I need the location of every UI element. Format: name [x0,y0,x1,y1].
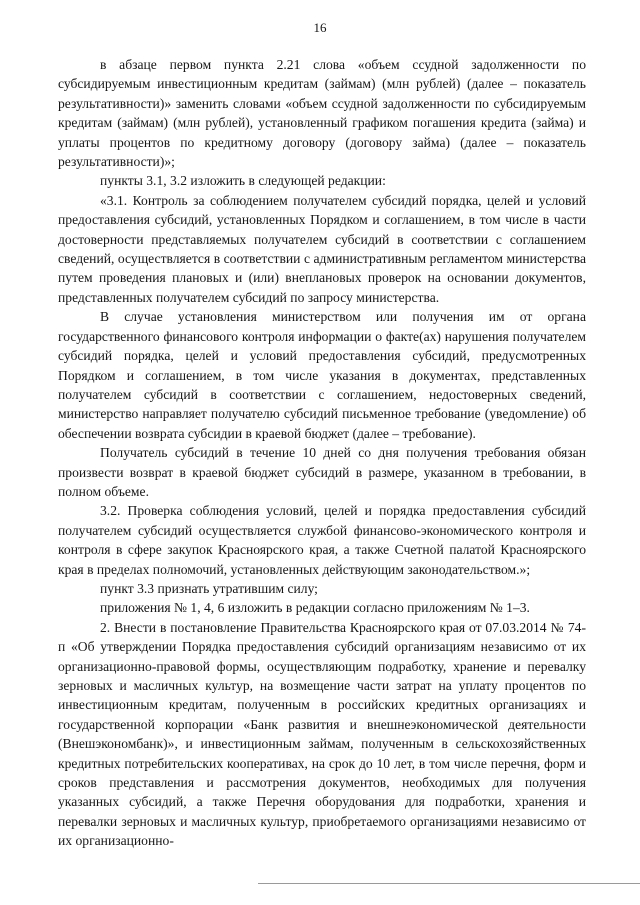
paragraph-item-2: 2. Внести в постановление Правительства Красноярского края от 07.03.2014 № 74-п «Об утверждении Порядка предоставления субсидий организациям независимо от их организационно-правовой формы, осуществляющим подработку, хранение и перевалку зерновых и масличных культур, на возмещение части затрат на уплату процентов по инвестиционным кредитам, полученным в российских кредитных организациях и государственной корпорации «Банк развития и внешнеэкономической деятельности (Внешэкономбанк)», и инвестиционным займам, полученным в сельскохозяйственных кредитных потребительских кооперативах, на срок до 10 лет, в том числе перечня, форм и сроков представления и рассмотрения документов, необходимых для получения указанных субсидий, а также Перечня оборудования для подработки, хранения и перевалки зерновых и масличных культур, приобретаемого организациями независимо от их организационно- [58,619,586,849]
paragraph-clause-3-1: «3.1. Контроль за соблюдением получателем субсидий порядка, целей и условий предоставления субсидий, установленных Порядком и соглашением, в том числе в части достоверности представляемых получателем субсидий в соответствии с соглашением сведений, осуществляется в соответствии с административным регламентом министерства путем проведения плановых и (или) внеплановых проверок на основании документов, представленных получателем субсидий по запросу министерства. [58,192,586,305]
paragraph-points-intro: пункты 3.1, 3.2 изложить в следующей редакции: [100,173,386,189]
paragraph-clause-3-3: пункт 3.3 признать утратившим силу; [100,580,318,596]
paragraph-clause-3-2: 3.2. Проверка соблюдения условий, целей и порядка предоставления субсидий получателем субсидий осуществляется службой финансово-экономического контроля и контроля в сфере закупок Красноярского края, а также Счетной палатой Красноярского края в пределах полномочий, установленных действующим законодательством.»; [58,503,586,577]
document-body [58,55,586,851]
paragraph-refund-term: Получатель субсидий в течение 10 дней со дня получения требования обязан произвести возврат в краевой бюджет субсидий в размере, указанном в требовании, в полном объеме. [58,445,586,499]
paragraph-clause-2-21: в абзаце первом пункта 2.21 слова «объем ссудной задолженности по субсидируемым инвестиционным кредитам (займам) (млн рублей) (далее – показатель результативности)» заменить словами «объем ссудной задолженности по субсидируемым кредитам (займам) (млн рублей), установленный графиком погашения кредита (займа) и уплаты процентов по кредитному договору (договору займа) (далее – показатель результативности)»; [58,57,586,170]
bottom-rule [258,883,640,884]
paragraph-violation-case: В случае установления министерством или получения им от органа государственного финансового контроля информации о факте(ах) нарушения получателем субсидий порядка, целей и условий предоставления субсидий, предусмотренных Порядком и соглашением, в том числе указания в документах, представленных получателем субсидий в соответствии с соглашением, недостоверных сведений, министерство направляет получателю субсидий письменное требование (уведомление) об обеспечении возврата субсидии в краевой бюджет (далее – требование). [58,309,586,441]
paragraph-appendices: приложения № 1, 4, 6 изложить в редакции согласно приложениям № 1–3. [100,600,530,616]
page-number: 16 [313,20,327,35]
